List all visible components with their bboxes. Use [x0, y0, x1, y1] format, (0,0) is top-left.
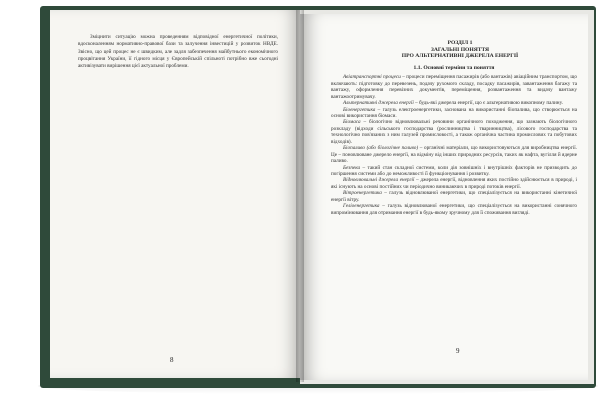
definition-5 — [331, 165, 577, 178]
definition-text: – будь-які джерела енергії, що є альтернативою викопному палину. — [413, 100, 563, 107]
definition-term: Вітроенергетика — [343, 190, 382, 197]
book-gutter — [296, 10, 304, 382]
definition-text: – процеси переміщення пасажирів (або вантажів) авіаційним транспортом, що включають: підготовку до перевезень, подачу рухомого складу, посадку пасажирів, завантаження багажу та вантажу, оформлення перевізних документів, переміщення, розвантаження та видачу вантажу вантажоотримувачу. — [331, 74, 577, 100]
definition-text: – галузь електроенергетики, заснована на використанні біопалива, що створюється на основі використання біомаси. — [331, 106, 577, 119]
definition-2 — [331, 107, 577, 120]
section-title: 1.1. Основні терміни та поняття — [413, 64, 495, 71]
definition-text: – такий стан складної системи, коли дія зовнішніх і внутрішніх факторів не призводить до погіршення системи або до неможливості її функціонування і розвитку. — [331, 164, 577, 178]
left-paragraph: Зміцнити ситуацію можна проведенням відповідної енергетичної політики, вдосконаленням нормативно-правової бази та залучення інвестицій у розвиток НВДЕ. Звісно, що цей процес не є швидким, але задля забезпечення майбутнього економічного процвітання України, її гідного місця у Європейській спільноті потрібно вже сьогодні активізувати вирішення цієї актуальної проблеми. — [78, 34, 278, 70]
definition-7 — [331, 190, 577, 203]
definition-term: Авіатранспортні процеси — [343, 74, 401, 81]
left-page-text — [78, 34, 278, 70]
definition-text: – галузь відновлюваної енергетики, що спеціалізується на використанні сонячного випромінювання для отримання енергії в будь-якому зручному для її споживання вигляді. — [331, 203, 577, 216]
definition-term: Відновлювальні джерела енергії — [343, 177, 415, 184]
chapter-title-line-2: ПРО АЛЬТЕРНАТИВНІ ДЖЕРЕЛА ЕНЕРГІЇ — [401, 53, 519, 60]
definition-term: Біопаливо (або біологічне паливо) — [343, 145, 419, 152]
page-number-left: 8 — [170, 356, 174, 364]
definition-text: – галузь відновлюваної енергетики, що спеціалізується на використанні кінетичної енергії вітру. — [331, 190, 577, 203]
definition-3 — [331, 119, 577, 145]
definition-text: – органічні матеріали, що використовуються для виробництва енергії. Це – поновлюване джерело енергії, на відміну від інших природних ресурсів, таких як нафта, вугілля й ядерне паливо. — [331, 145, 578, 165]
chapter-title-line-1: ЗАГАЛЬНІ ПОНЯТТЯ — [430, 46, 490, 53]
definition-4 — [331, 145, 577, 164]
right-page-text — [331, 40, 577, 216]
chapter-label: РОЗДІЛ 1 — [447, 40, 473, 46]
definition-text: – біологічно відновлювальні речовини органічного походження, що зазнають біологічного розкладу (відходи сільського господарства (рослинництва і тваринництва), лісового господарства та технологічно пов'язаних з ним галузей промисловості, а також органічна частина промислових та побутових відходів). — [331, 119, 577, 145]
definition-0 — [331, 74, 577, 100]
definition-term: Альтернативні джерела енергії — [343, 100, 414, 107]
definition-8 — [331, 203, 577, 216]
definition-term: Безпека — [343, 164, 361, 171]
definition-term: Біоенергетика — [343, 106, 376, 113]
definition-term: Біомаса — [343, 119, 361, 126]
page-number-right: 9 — [456, 347, 460, 355]
definition-term: Геліоенергетика — [343, 203, 380, 210]
definition-6 — [331, 177, 577, 190]
definition-text: – джерела енергії, відновлення яких постійно здійснюється в природі, і які існують на основі постійних чи періодично виникаючих в природі потоків енергії. — [331, 177, 577, 190]
